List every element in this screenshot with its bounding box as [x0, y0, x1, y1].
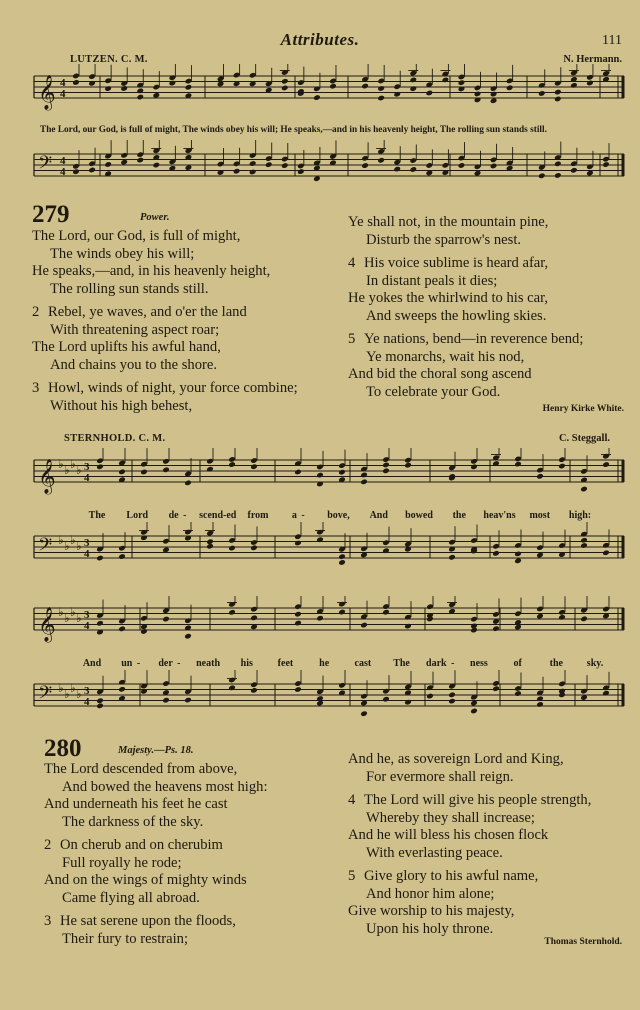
tune-composer: C. Steggall.	[558, 433, 610, 444]
lyric-syllable: the	[549, 658, 563, 669]
music-system-sternhold-1-bass	[30, 522, 630, 587]
tune-meter: C. M.	[138, 433, 166, 444]
stanza-number: 4	[348, 792, 356, 808]
verse-text: And he will bless his chosen flock	[348, 827, 549, 843]
verse-text: And sweeps the howling skies.	[366, 307, 547, 324]
verse-text: Ye monarchs, wait his nod,	[366, 348, 525, 365]
verse-line	[348, 886, 591, 904]
svg-text:♭: ♭	[64, 539, 70, 553]
music-system-sternhold-1-treble	[30, 448, 630, 508]
verse-line	[348, 921, 591, 939]
verse-text: The Lord will give his people strength,	[364, 792, 592, 808]
svg-text:4: 4	[60, 155, 66, 167]
hymn-meter: Majesty.—Ps. 18.	[118, 745, 194, 756]
verse-line	[32, 246, 298, 264]
svg-text:♭: ♭	[76, 463, 82, 477]
hymn-279-right-column	[348, 214, 583, 401]
svg-text:♭: ♭	[58, 457, 64, 471]
tune-name: LUTZEN.	[70, 54, 118, 65]
lyric-syllable: And	[82, 658, 102, 669]
verse-text: He speaks,—and, in his heavenly height,	[32, 263, 271, 279]
verse-text: On cherub and on cherubim	[60, 837, 223, 853]
svg-text:♭: ♭	[64, 611, 70, 625]
lyric-syllable: The	[88, 510, 106, 521]
verse-line	[348, 868, 591, 886]
svg-text:4: 4	[60, 77, 66, 89]
verse-text: And bid the choral song ascend	[348, 366, 532, 382]
svg-text:𝄞: 𝄞	[38, 75, 56, 110]
verse-text: Without his high behest,	[50, 397, 193, 414]
verse-text: To celebrate your God.	[366, 383, 501, 400]
verse-text: Give glory to his awful name,	[364, 868, 539, 884]
verse-text: The winds obey his will;	[50, 245, 195, 262]
svg-text:𝄞: 𝄞	[38, 607, 56, 642]
svg-text:𝄢: 𝄢	[38, 153, 53, 178]
svg-text:♭: ♭	[64, 463, 70, 477]
verse-line	[44, 796, 268, 814]
svg-text:4: 4	[84, 696, 90, 708]
hymn-author: Henry Kirke White.	[542, 404, 624, 414]
verse-text: With threatening aspect roar;	[50, 321, 220, 338]
verse-text: And he, as sovereign Lord and King,	[348, 751, 564, 767]
verse-line	[44, 931, 268, 949]
verse-line	[32, 281, 298, 299]
svg-text:♭: ♭	[70, 681, 76, 695]
section-title: Attributes.	[280, 30, 360, 49]
svg-text:4: 4	[84, 548, 90, 560]
verse-text: The rolling sun stands still.	[50, 280, 209, 297]
lyric-syllable: his	[240, 658, 253, 669]
hymn-279-left-column	[32, 228, 298, 415]
lyric-syllable: de -	[168, 510, 187, 521]
svg-text:4: 4	[84, 620, 90, 632]
svg-text:♭: ♭	[76, 539, 82, 553]
verse-line	[348, 331, 583, 349]
verse-text: Whereby they shall increase;	[366, 809, 535, 826]
verse-text: The Lord uplifts his awful hand,	[32, 339, 221, 355]
svg-text:♭: ♭	[70, 605, 76, 619]
verse-text: He sat serene upon the floods,	[60, 913, 236, 929]
svg-text:3: 3	[84, 609, 90, 621]
stanza-number: 2	[44, 837, 52, 853]
verse-line	[32, 263, 298, 281]
verse-line	[348, 232, 583, 250]
verse-text: And bowed the heavens most high:	[62, 778, 268, 795]
verse-line	[32, 339, 298, 357]
verse-line	[32, 322, 298, 340]
tune-name: STERNHOLD.	[64, 433, 136, 444]
page-number: 111	[602, 33, 622, 48]
lyric-syllable: bove,	[327, 510, 350, 521]
verse-line	[44, 837, 268, 855]
lyric-syllable: bowed	[405, 510, 433, 521]
verse-text: Ye shall not, in the mountain pine,	[348, 214, 549, 230]
svg-text:♭: ♭	[76, 611, 82, 625]
stanza-number: 4	[348, 255, 356, 271]
lyric-syllable: dark -	[426, 658, 455, 669]
stanza-number: 3	[44, 913, 52, 929]
verse-text: With everlasting peace.	[366, 844, 503, 861]
lyric-syllable: he	[319, 658, 330, 669]
verse-line	[348, 751, 591, 769]
svg-text:𝄢: 𝄢	[38, 535, 53, 560]
music-system-sternhold-2-treble	[30, 596, 630, 656]
verse-text: And underneath his feet he cast	[44, 796, 228, 812]
verse-line	[44, 761, 268, 779]
verse-line	[348, 308, 583, 326]
music-system-lutzen-bass	[30, 140, 630, 205]
lyric-syllable: neath	[196, 658, 221, 669]
verse-line	[348, 349, 583, 367]
verse-line	[348, 792, 591, 810]
hymn-number: 280	[44, 735, 82, 762]
verse-line	[348, 273, 583, 291]
verse-line	[44, 814, 268, 832]
lyric-syllable: of	[513, 658, 522, 669]
lyric-syllable: feet	[277, 658, 294, 669]
stanza-number: 2	[32, 304, 40, 320]
verse-text: Rebel, ye waves, and o'er the land	[48, 304, 247, 320]
lyric-syllable: a -	[291, 510, 305, 521]
svg-text:𝄞: 𝄞	[38, 459, 56, 494]
svg-text:♭: ♭	[58, 681, 64, 695]
hymn-number: 279	[32, 201, 70, 228]
svg-text:♭: ♭	[58, 533, 64, 547]
lyric-syllable: sky.	[586, 658, 604, 669]
verse-text: Their fury to restrain;	[62, 930, 189, 947]
svg-text:♭: ♭	[70, 457, 76, 471]
tune-meter: C. M.	[120, 54, 148, 65]
lyric-syllable: And	[369, 510, 388, 521]
verse-text: Full royally he rode;	[62, 854, 182, 871]
verse-text: And honor him alone;	[366, 885, 495, 902]
verse-line	[348, 214, 583, 232]
svg-text:♭: ♭	[64, 687, 70, 701]
verse-line	[348, 903, 591, 921]
lyric-syllable: most	[529, 510, 551, 521]
verse-text: Disturb the sparrow's nest.	[366, 231, 522, 248]
verse-line	[348, 255, 583, 273]
verse-line	[44, 779, 268, 797]
verse-text: He yokes the whirlwind to his car,	[348, 290, 549, 306]
verse-line	[348, 769, 591, 787]
hymn-280-right-column	[348, 751, 591, 938]
lyric-syllable: The	[393, 658, 410, 669]
verse-text: Howl, winds of night, your force combine;	[48, 380, 298, 396]
tune-composer: N. Hermann.	[563, 54, 622, 65]
stanza-number: 5	[348, 868, 356, 884]
stanza-number: 5	[348, 331, 356, 347]
lyric-syllable: Lord	[126, 510, 149, 521]
verse-text: And chains you to the shore.	[50, 356, 217, 373]
verse-line	[348, 810, 591, 828]
verse-text: In distant peals it dies;	[366, 272, 498, 289]
lyric-syllable: cast	[354, 658, 372, 669]
verse-text: Ye nations, bend—in reverence bend;	[364, 331, 584, 347]
verse-line	[44, 913, 268, 931]
lyric-syllable: un -	[121, 658, 141, 669]
verse-line	[44, 855, 268, 873]
lyric-syllable: der -	[158, 658, 181, 669]
verse-line	[32, 304, 298, 322]
lyric-syllable: from	[247, 510, 269, 521]
hymn-280-left-column	[44, 761, 268, 948]
verse-line	[32, 398, 298, 416]
verse-line	[348, 366, 583, 384]
svg-text:4: 4	[60, 166, 66, 178]
svg-text:♭: ♭	[58, 605, 64, 619]
verse-text: Give worship to his majesty,	[348, 903, 515, 919]
verse-line	[348, 384, 583, 402]
verse-text: Upon his holy throne.	[366, 920, 494, 937]
svg-text:4: 4	[60, 88, 66, 100]
verse-text: For evermore shall reign.	[366, 768, 514, 785]
verse-line	[32, 380, 298, 398]
svg-text:♭: ♭	[76, 687, 82, 701]
verse-line	[348, 290, 583, 308]
tune-sternhold-heading	[64, 433, 165, 444]
svg-text:4: 4	[84, 472, 90, 484]
svg-text:3: 3	[84, 461, 90, 473]
verse-line	[44, 890, 268, 908]
lyric-syllable: heav'ns	[483, 510, 516, 521]
verse-text: The Lord, our God, is full of might,	[32, 228, 241, 244]
verse-text: And on the wings of mighty winds	[44, 872, 247, 888]
lyric-syllable: the	[452, 510, 466, 521]
svg-text:3: 3	[84, 537, 90, 549]
lyric-syllable: high:	[568, 510, 592, 521]
svg-text:♭: ♭	[70, 533, 76, 547]
verse-text: The Lord descended from above,	[44, 761, 238, 777]
music-system-lutzen-treble	[30, 64, 630, 124]
svg-text:3: 3	[84, 685, 90, 697]
svg-text:𝄢: 𝄢	[38, 683, 53, 708]
lyric-syllable: ness	[470, 658, 488, 669]
verse-line	[348, 845, 591, 863]
verse-text: His voice sublime is heard afar,	[364, 255, 549, 271]
verse-text: Came flying all abroad.	[62, 889, 200, 906]
lyric-underlay: The Lord, our God, is full of might, The winds obey his will; He speaks,—and in his heavenly height, The rolling sun stands still.	[40, 125, 547, 135]
verse-line	[32, 228, 298, 246]
verse-line	[32, 357, 298, 375]
hymn-meter: Power.	[140, 212, 170, 223]
verse-line	[348, 827, 591, 845]
verse-text: The darkness of the sky.	[62, 813, 204, 830]
lyric-syllable: scend-ed	[199, 510, 237, 521]
hymn-author: Thomas Sternhold.	[544, 937, 622, 947]
music-system-sternhold-2-bass	[30, 670, 630, 735]
verse-line	[44, 872, 268, 890]
stanza-number: 3	[32, 380, 40, 396]
